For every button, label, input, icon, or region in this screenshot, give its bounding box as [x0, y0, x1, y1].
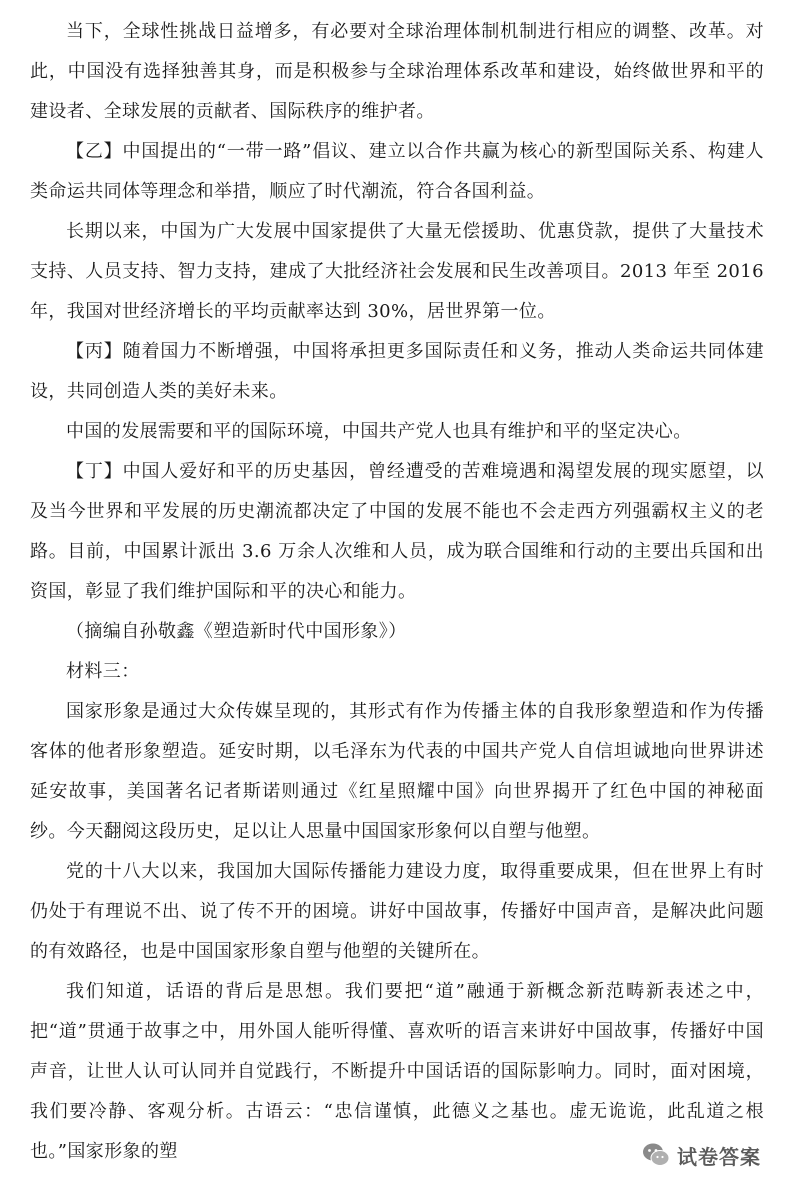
paragraph-ding: 【丁】中国人爱好和平的历史基因，曾经遭受的苦难境遇和渴望发展的现实愿望，以及当今世界和平发展的历史潮流都决定了中国的发展不能也不会走西方列强霸权主义的老路。目前，中国累计派出 3.6 万余人次维和人员，成为联合国维和行动的主要出兵国和出资国，彰显了我们维护国际和平的决心和能力。 — [30, 461, 764, 602]
watermark-text: 试卷答案 — [677, 1144, 761, 1169]
paragraph-peace-environment: 中国的发展需要和平的国际环境，中国共产党人也具有维护和平的坚定决心。 — [66, 421, 692, 442]
wechat-icon — [641, 1140, 671, 1170]
paragraph-bing: 【丙】随着国力不断增强，中国将承担更多国际责任和义务，推动人类命运共同体建设，共同创造人类的美好未来。 — [30, 341, 764, 402]
paragraph-assistance: 长期以来，中国为广大发展中国家提供了大量无偿援助、优惠贷款，提供了大量技术支持、人员支持、智力支持，建成了大批经济社会发展和民生改善项目。2013 年至 2016 年，我国对世经济增长的平均贡献率达到 30%，居世界第一位。 — [30, 221, 764, 322]
paragraph-yi: 【乙】中国提出的“一带一路”倡议、建立以合作共赢为核心的新型国际关系、构建人类命运共同体等理念和举措，顺应了时代潮流，符合各国利益。 — [30, 141, 764, 202]
source-citation: （摘编自孙敬鑫《塑造新时代中国形象》） — [66, 621, 407, 642]
paragraph-discourse: 我们知道，话语的背后是思想。我们要把“道”融通于新概念新范畴新表述之中，把“道”贯通于故事之中，用外国人能听得懂、喜欢听的语言来讲好中国故事，传播好中国声音，让世人认可认同并自觉践行，不断提升中国话语的国际影响力。同时，面对困境，我们要冷静、客观分析。古语云：“忠信谨慎，此德义之基也。虚无诡诡，此乱道之根也。”国家形象的塑 — [30, 981, 764, 1162]
paragraph-18th-congress: 党的十八大以来，我国加大国际传播能力建设力度，取得重要成果，但在世界上有时仍处于有理说不出、说了传不开的困境。讲好中国故事，传播好中国声音，是解决此问题的有效路径，也是中国国家形象自塑与他塑的关键所在。 — [30, 861, 764, 962]
section-heading-material-3: 材料三： — [66, 661, 140, 682]
watermark — [635, 1138, 767, 1172]
paragraph-national-image: 国家形象是通过大众传媒呈现的，其形式有作为传播主体的自我形象塑造和作为传播客体的他者形象塑造。延安时期，以毛泽东为代表的中国共产党人自信坦诚地向世界讲述延安故事，美国著名记者斯诺则通过《红星照耀中国》向世界揭开了红色中国的神秘面纱。今天翻阅这段历史，足以让人思量中国国家形象何以自塑与他塑。 — [30, 701, 764, 842]
paragraph-global-governance: 当下，全球性挑战日益增多，有必要对全球治理体制机制进行相应的调整、改革。对此，中国没有选择独善其身，而是积极参与全球治理体系改革和建设，始终做世界和平的建设者、全球发展的贡献者、国际秩序的维护者。 — [30, 21, 764, 122]
